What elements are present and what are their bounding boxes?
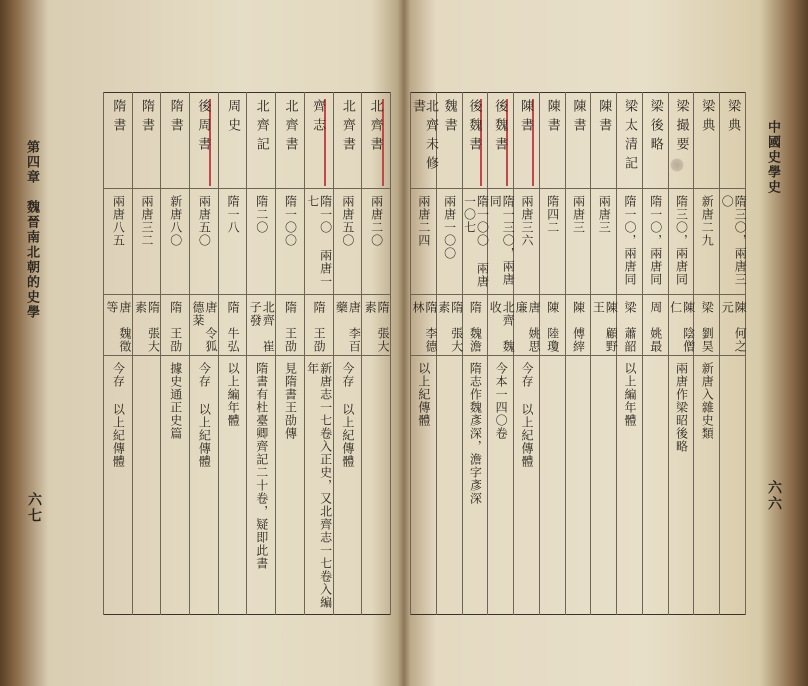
table-cell <box>190 189 219 295</box>
table-cell <box>514 295 540 356</box>
right-page-number: 六六 <box>766 480 782 512</box>
table-cell <box>591 295 617 356</box>
table-cell <box>617 356 643 615</box>
table-cell <box>617 189 643 295</box>
book-title: 梁撮要 <box>673 99 689 156</box>
book-title: 隋書 <box>167 99 183 137</box>
table-cell <box>218 356 247 615</box>
book-title: 北齊書 <box>282 99 298 156</box>
table-cell <box>436 295 462 356</box>
table-cell <box>514 356 540 615</box>
book-title: 陳書 <box>596 99 612 137</box>
remark: 見隋書王劭傳 <box>283 362 298 440</box>
table-cell <box>720 295 746 356</box>
table-cell <box>132 295 161 356</box>
table-cell <box>720 356 746 615</box>
book-title: 梁太清記 <box>622 99 637 175</box>
book-title: 梁典 <box>699 99 715 137</box>
book-title: 隋書 <box>110 99 126 137</box>
table-cell <box>132 189 161 295</box>
remark: 新唐入雜史類 <box>700 362 715 440</box>
table-cell <box>104 295 133 356</box>
book-title: 隋書 <box>139 99 155 137</box>
table-cell <box>642 295 668 356</box>
table-cell <box>488 295 514 356</box>
table-cell <box>276 356 305 615</box>
volume-count: 兩唐五〇 <box>197 195 212 247</box>
author: 隋 牛弘 <box>226 301 241 353</box>
table-cell <box>488 93 514 189</box>
table-cell <box>668 93 694 189</box>
table-cell <box>304 93 333 189</box>
author: 隋 魏澹 <box>468 301 483 353</box>
volume-count: 隋一三〇，兩唐同 <box>488 195 516 286</box>
table-cell <box>247 356 276 615</box>
book-title: 魏書 <box>441 99 457 137</box>
volume-count: 隋三〇，兩唐同 <box>674 195 689 286</box>
table-cell <box>462 189 488 295</box>
table-cell <box>132 93 161 189</box>
table-cell <box>694 356 720 615</box>
table-cell <box>539 93 565 189</box>
remark: 今存 以上紀傳體 <box>197 362 212 468</box>
table-cell <box>104 93 133 189</box>
table-cell <box>411 356 437 615</box>
volume-count: 隋一八 <box>226 195 241 234</box>
table-cell <box>565 189 591 295</box>
author: 陳 陸瓊 <box>545 301 560 353</box>
table-cell <box>436 189 462 295</box>
book-title: 北齊未修書 <box>410 99 438 175</box>
table-cell <box>436 356 462 615</box>
table-cell <box>539 189 565 295</box>
volume-count: 兩唐三二 <box>140 195 155 247</box>
book-title: 周史 <box>225 99 241 137</box>
remark: 隋志作魏彥深，澹字彥深 <box>468 362 483 505</box>
table-cell <box>668 356 694 615</box>
author: 唐 令狐德棻 <box>190 301 218 353</box>
volume-count: 兩唐三 <box>597 195 612 234</box>
author: 唐 李百藥 <box>334 301 362 353</box>
table-cell <box>276 189 305 295</box>
table-cell <box>247 295 276 356</box>
author: 陳 傅縡 <box>571 301 586 353</box>
table-cell <box>462 295 488 356</box>
table-cell <box>617 93 643 189</box>
table-cell <box>411 189 437 295</box>
book-title: 陳書 <box>519 99 534 186</box>
table-cell <box>694 189 720 295</box>
remark: 以上編年體 <box>623 362 637 427</box>
volume-count: 隋一〇 兩唐一七 <box>305 195 333 288</box>
volume-count: 兩唐三六 <box>519 195 534 247</box>
table-cell <box>362 93 391 189</box>
book-title: 北齊書 <box>339 99 355 156</box>
author: 北齊 魏收 <box>488 301 516 353</box>
left-running-header: 第四章 魏晉南北朝的史學 <box>24 140 39 320</box>
table-cell <box>304 189 333 295</box>
author: 隋 王劭 <box>168 301 183 353</box>
author: 陳 陰僧仁 <box>668 301 696 353</box>
table-cell <box>161 189 190 295</box>
book-title: 陳書 <box>570 99 586 137</box>
volume-count: 隋二〇 <box>254 195 269 234</box>
remark: 隋書有杜臺卿齊記二十卷，疑即此書 <box>254 362 269 570</box>
author: 唐 姚思廉 <box>514 301 542 353</box>
right-page <box>408 0 808 686</box>
volume-count: 兩唐一〇〇 <box>442 195 457 260</box>
book-title: 梁典 <box>725 99 741 137</box>
table-cell <box>565 295 591 356</box>
left-page <box>0 0 400 686</box>
author: 隋 李德林 <box>411 301 438 353</box>
table-cell <box>642 356 668 615</box>
remark: 新唐志一七卷入正史，又北齊志一七卷入編年 <box>305 362 333 609</box>
volume-count: 新唐八〇 <box>168 195 183 247</box>
author: 隋 張大素 <box>363 301 391 353</box>
table-cell <box>720 93 746 189</box>
table-cell <box>247 189 276 295</box>
book-title: 梁後略 <box>647 99 663 156</box>
author: 隋 王劭 <box>312 301 327 353</box>
table-cell <box>190 295 219 356</box>
table-cell <box>565 93 591 189</box>
author: 陳 何之元 <box>720 301 748 353</box>
table-cell <box>720 189 746 295</box>
table-cell <box>276 93 305 189</box>
table-cell <box>161 93 190 189</box>
volume-count: 隋四二 <box>545 195 560 234</box>
remark: 今存 以上紀傳體 <box>340 362 355 468</box>
table-cell <box>161 295 190 356</box>
book-title: 後魏書 <box>493 99 508 186</box>
table-cell <box>411 295 437 356</box>
table-cell <box>642 189 668 295</box>
volume-count: 隋一〇〇 兩唐一〇七 <box>462 195 490 288</box>
table-cell <box>694 93 720 189</box>
table-cell <box>539 356 565 615</box>
table-cell <box>642 93 668 189</box>
volume-count: 兩唐二四 <box>416 195 431 247</box>
table-cell <box>218 189 247 295</box>
volume-count: 隋一〇〇 <box>283 195 298 247</box>
author: 陳 顧野王 <box>591 301 619 353</box>
author: 梁 劉昊 <box>700 301 715 353</box>
remark: 今存 以上紀傳體 <box>519 362 534 468</box>
book-title: 後魏書 <box>467 99 482 186</box>
volume-count: 兩唐五〇 <box>340 195 355 247</box>
book-title: 北齊書 <box>369 99 384 186</box>
table-cell <box>436 93 462 189</box>
table-cell <box>514 93 540 189</box>
table-cell <box>411 93 437 189</box>
table-cell <box>462 93 488 189</box>
table-cell <box>514 189 540 295</box>
author: 梁 蕭韶 <box>623 301 637 353</box>
table-cell <box>333 93 362 189</box>
table-cell <box>218 93 247 189</box>
table-cell <box>488 189 514 295</box>
table-cell <box>304 356 333 615</box>
author: 唐 魏徵等 <box>104 301 132 353</box>
table-cell <box>218 295 247 356</box>
remark: 以上編年體 <box>226 362 241 427</box>
table-cell <box>104 189 133 295</box>
remark: 今本一四〇卷 <box>494 362 509 440</box>
table-cell <box>333 356 362 615</box>
table-cell <box>190 93 219 189</box>
table-cell <box>304 295 333 356</box>
right-book-table <box>410 92 746 615</box>
volume-count: 隋一〇，兩唐同 <box>648 195 663 286</box>
left-book-table <box>103 92 391 615</box>
table-cell <box>539 295 565 356</box>
table-cell <box>247 93 276 189</box>
table-cell <box>362 189 391 295</box>
table-cell <box>668 189 694 295</box>
volume-count: 隋三〇，兩唐三〇 <box>720 195 748 286</box>
table-cell <box>104 356 133 615</box>
table-cell <box>668 295 694 356</box>
book-title: 北齊記 <box>253 99 269 156</box>
table-cell <box>161 356 190 615</box>
book-title: 後周書 <box>196 99 211 186</box>
table-cell <box>565 356 591 615</box>
author: 隋 張大素 <box>436 301 464 353</box>
remark: 兩唐作梁昭後略 <box>674 362 689 453</box>
table-cell <box>591 93 617 189</box>
remark: 以上紀傳體 <box>416 362 431 427</box>
book-title: 齊志 <box>311 99 326 186</box>
faint-seal-mark <box>670 158 684 172</box>
table-cell <box>591 356 617 615</box>
remark: 據史通正史篇 <box>168 362 183 440</box>
table-cell <box>190 356 219 615</box>
table-cell <box>617 295 643 356</box>
table-cell <box>591 189 617 295</box>
volume-count: 兩唐三 <box>571 195 586 234</box>
table-cell <box>333 189 362 295</box>
volume-count: 兩唐二〇 <box>369 195 384 247</box>
table-cell <box>362 356 391 615</box>
remark: 今存 以上紀傳體 <box>111 362 126 468</box>
left-page-number: 六七 <box>26 492 42 524</box>
volume-count: 隋一〇，兩唐同 <box>623 195 637 286</box>
volume-count: 新唐二九 <box>700 195 715 247</box>
table-cell <box>362 295 391 356</box>
table-cell <box>462 356 488 615</box>
author: 北齊 崔子發 <box>248 301 276 353</box>
table-cell <box>276 295 305 356</box>
author: 隋 王劭 <box>283 301 298 353</box>
table-cell <box>132 356 161 615</box>
table-cell <box>333 295 362 356</box>
volume-count: 兩唐八五 <box>111 195 126 247</box>
right-running-header: 中國史學史 <box>765 120 780 195</box>
author: 周 姚最 <box>648 301 663 353</box>
author: 隋 張大素 <box>133 301 161 353</box>
book-title: 陳書 <box>544 99 560 137</box>
table-cell <box>488 356 514 615</box>
table-cell <box>694 295 720 356</box>
